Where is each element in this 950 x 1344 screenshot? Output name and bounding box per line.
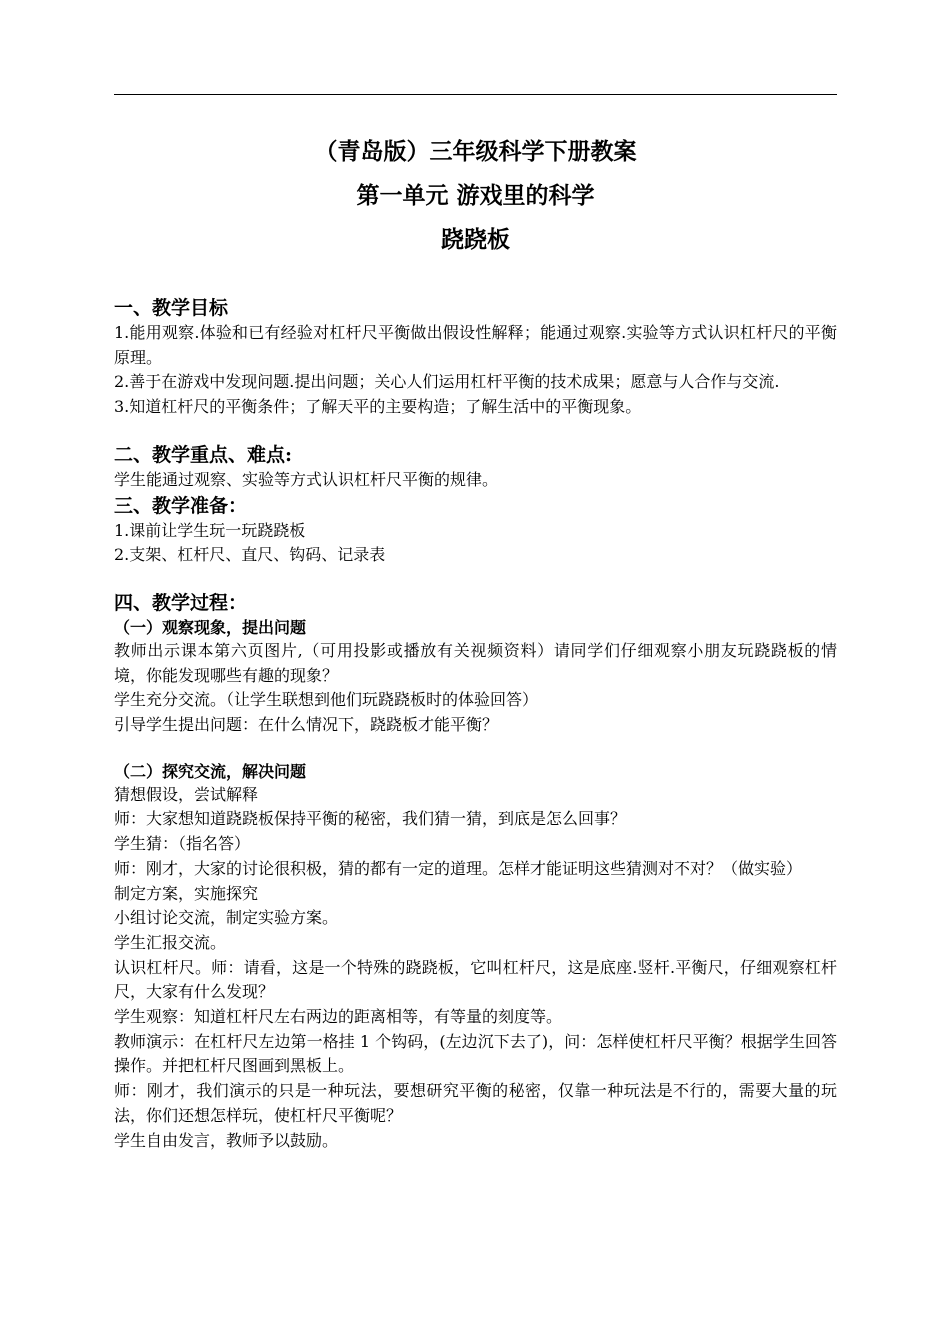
objective-paragraph: 3.知道杠杆尺的平衡条件；了解天平的主要构造；了解生活中的平衡现象。	[114, 397, 642, 417]
unit-title: 第一单元 游戏里的科学	[356, 182, 595, 209]
process-paragraph: 教师出示课本第六页图片,（可用投影或播放有关视频资料）请同学们仔细观察小朋友玩跷跷板的情境，你能发现哪些有趣的现象？	[114, 640, 837, 685]
process-paragraph: 制定方案，实施探究	[114, 883, 259, 903]
process-paragraph: 师：大家想知道跷跷板保持平衡的秘密，我们猜一猜，到底是怎么回事？	[114, 809, 627, 829]
preparation-paragraph: 2.支架、杠杆尺、直尺、钩码、记录表	[114, 545, 386, 565]
process-paragraph: 小组讨论交流，制定实验方案。	[114, 908, 339, 928]
process-paragraph: 学生充分交流。（让学生联想到他们玩跷跷板时的体验回答）	[114, 690, 539, 710]
process-paragraph: 学生自由发言，教师予以鼓励。	[114, 1130, 339, 1150]
subsection-heading-observe: （一）观察现象，提出问题	[114, 617, 307, 637]
preparation-paragraph: 1.课前让学生玩一玩跷跷板	[114, 520, 306, 540]
header-rule	[114, 94, 837, 95]
process-paragraph: 师：刚才，我们演示的只是一种玩法，要想研究平衡的秘密，仅靠一种玩法是不行的，需要大量的玩法，你们还想怎样玩，使杠杆尺平衡呢？	[114, 1081, 837, 1125]
section-heading-objectives: 一、教学目标	[114, 297, 229, 319]
document-page	[114, 0, 838, 1344]
objective-paragraph: 1.能用观察.体验和已有经验对杠杆尺平衡做出假设性解释；能通过观察.实验等方式认识杠杆尺的平衡原理。	[114, 323, 837, 367]
section-heading-key-points: 二、教学重点、难点:	[114, 443, 293, 466]
subsection-heading-explore: （二）探究交流，解决问题	[114, 761, 307, 781]
process-paragraph: 学生汇报交流。	[114, 932, 227, 952]
document-title: （青岛版）三年级科学下册教案	[314, 138, 637, 165]
section-heading-process: 四、教学过程：	[114, 591, 248, 614]
process-paragraph: 引导学生提出问题：在什么情况下，跷跷板才能平衡？	[114, 715, 499, 735]
title-block	[114, 130, 837, 262]
document-body	[114, 295, 837, 1153]
process-paragraph: 学生猜：（指名答）	[114, 834, 251, 854]
section-heading-preparation: 三、教学准备：	[114, 494, 248, 517]
process-paragraph: 猜想假设，尝试解释	[114, 784, 259, 804]
lesson-title: 跷跷板	[441, 226, 510, 253]
key-points-paragraph: 学生能通过观察、实验等方式认识杠杆尺平衡的规律。	[114, 469, 499, 489]
process-paragraph: 教师演示：在杠杆尺左边第一格挂 1 个钩码，(左边沉下去了)，问：怎样使杠杆尺平衡？根据学生回答操作。并把杠杆尺图画到黑板上。	[114, 1031, 837, 1076]
process-paragraph: 学生观察：知道杠杆尺左右两边的距离相等，有等量的刻度等。	[114, 1007, 563, 1027]
objective-paragraph: 2.善于在游戏中发现问题.提出问题；关心人们运用杠杆平衡的技术成果；愿意与人合作与交流.	[114, 372, 780, 392]
process-paragraph: 师：刚才，大家的讨论很积极，猜的都有一定的道理。怎样才能证明这些猜测对不对？（做实验）	[114, 858, 803, 878]
process-paragraph: 认识杠杆尺。师：请看，这是一个特殊的跷跷板，它叫杠杆尺，这是底座.竖杆.平衡尺，仔细观察杠杆尺，大家有什么发现？	[114, 957, 837, 1002]
